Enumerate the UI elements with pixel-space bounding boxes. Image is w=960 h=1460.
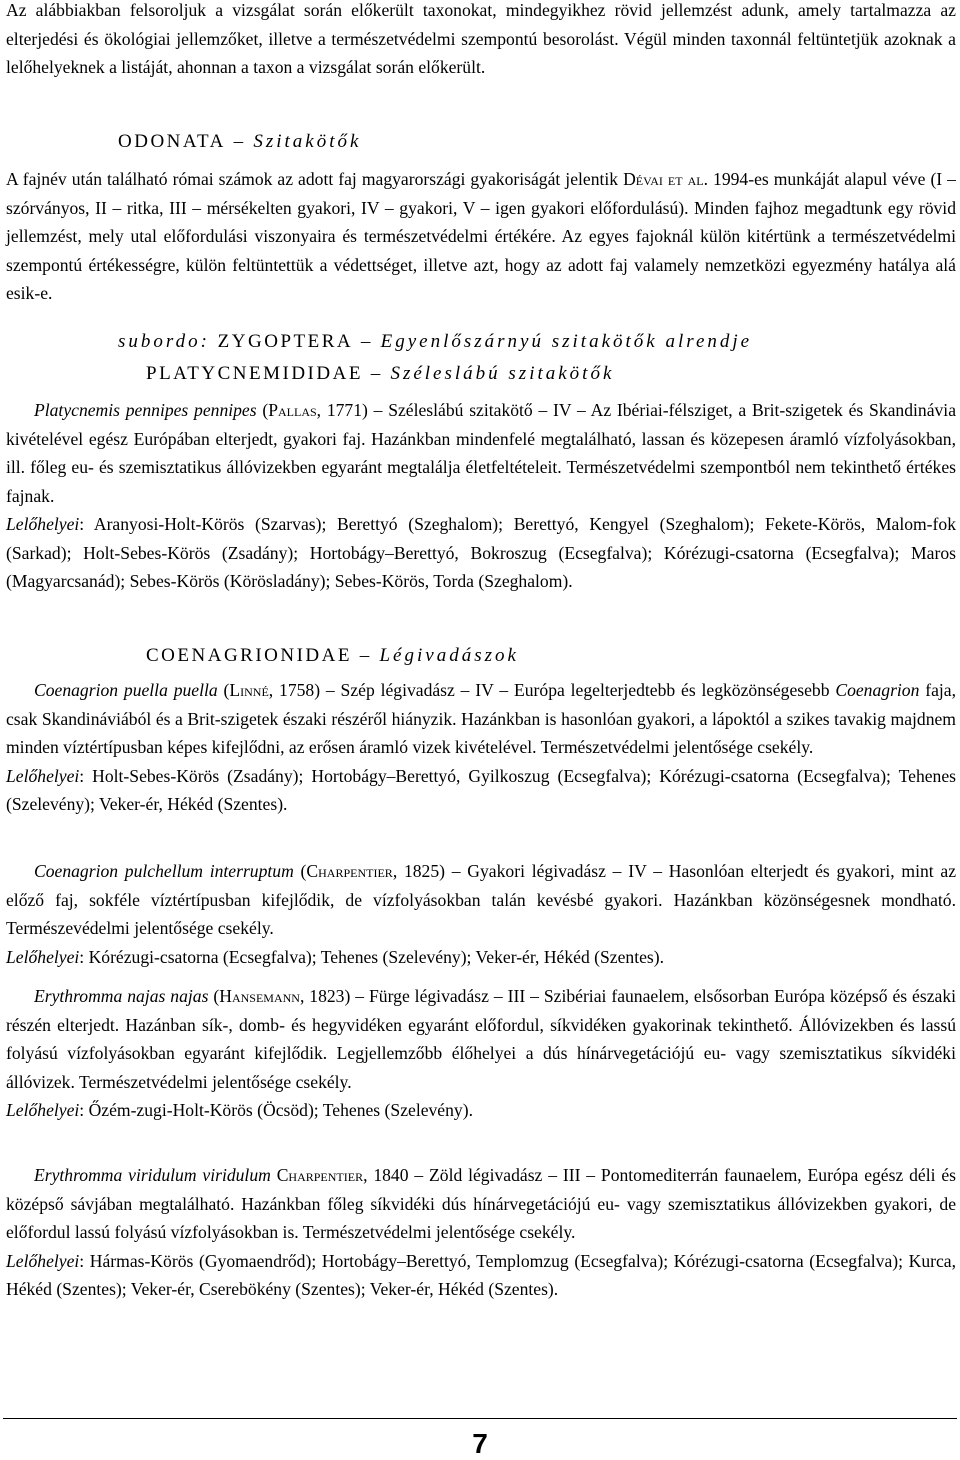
species-localities	[6, 510, 956, 596]
localities-text: : Kórézugi-csatorna (Ecsegfalva); Tehenes (Szelevény); Veker-ér, Hékéd (Szentes).	[79, 946, 664, 967]
odonata-desc-author: Dévai et al	[623, 169, 704, 189]
species-localities	[6, 943, 956, 972]
page-number: 7	[472, 1428, 488, 1459]
intro-paragraph	[6, 0, 956, 82]
platycnemididae-hu: Széleslábú szitakötők	[390, 363, 615, 384]
species-name: Coenagrion puella puella	[34, 680, 218, 700]
species-desc-part1: – Szép légivadász – IV – Európa legelterjedtebb és legközönségesebb	[320, 680, 836, 700]
species-ref-close: , 1840	[363, 1165, 409, 1185]
species-entry	[6, 1161, 956, 1304]
species-ref-close: , 1825)	[392, 861, 446, 881]
coenagrionidae-hu: Légivadászok	[379, 645, 519, 666]
species-description	[6, 396, 956, 510]
species-desc: – Gyakori légivadász – IV – Hasonlóan elterjedt és gyakori, mint az előző faj, sokféle víztértípusban kifejlődik, de vízfolyásokban talán kevésbé gyakori. Hazánkban közönségesnek mondható. Természevédelmi jelentősége csekély.	[6, 861, 957, 938]
species-description	[6, 1161, 956, 1247]
species-author: Charpentier	[276, 1165, 364, 1185]
coenagrionidae-dash: –	[359, 645, 372, 666]
species-name: Coenagrion pulchellum interruptum	[34, 861, 294, 881]
localities-label: Lelőhelyei	[6, 1250, 80, 1271]
localities-text: : Őzém-zugi-Holt-Körös (Öcsöd); Tehenes (Szelevény).	[79, 1100, 473, 1120]
species-desc-part2: faja, csak Skandináviából és a Brit-szigetek északi részéről hiányzik. Hazánkban is hasonlóan gyakori, a lápoktól a szikes tavakig majdnem minden víztértípusban képes kifejlődni, az erősen áramló vizek kivételével. Természetvédelmi jelentősége csekély.	[6, 680, 957, 757]
species-entry	[6, 982, 956, 1125]
subordo-caps: ZYGOPTERA	[217, 331, 354, 352]
odonata-heading	[118, 128, 918, 156]
species-ref-close: , 1771)	[316, 400, 368, 420]
localities-label: Lelőhelyei	[6, 1100, 80, 1120]
odonata-description	[6, 165, 956, 308]
localities-label: Lelőhelyei	[6, 946, 80, 967]
species-author: Linné	[229, 680, 269, 700]
species-localities	[6, 1247, 956, 1304]
localities-label: Lelőhelyei	[6, 765, 80, 786]
localities-label: Lelőhelyei	[6, 514, 80, 534]
species-desc: – Széleslábú szitakötő – IV – Az Ibériai-félsziget, a Brit-szigetek és Skandinávia kivételével egész Európában elterjedt, gyakori faj. Hazánkban mindenfelé megtalálható, lassan és közepesen áramló vízfolyásokban, ill. főleg eu- és szemisztatikus állóvizekben egyaránt megtalálja életfeltételeit. Természetvédelmi szempontból nem tekinthető értékes fajnak.	[6, 400, 957, 506]
species-entry	[6, 396, 956, 596]
species-author: Pallas	[268, 400, 317, 420]
footer-rule	[3, 1418, 957, 1419]
species-author: Hansemann	[219, 986, 300, 1006]
species-name: Erythromma viridulum viridulum	[34, 1165, 271, 1185]
species-name: Erythromma najas najas	[34, 986, 209, 1006]
species-localities	[6, 1096, 956, 1125]
odonata-title-hu: Szitakötők	[253, 131, 362, 152]
species-ref-open: (	[217, 680, 230, 700]
odonata-desc-part2: . 1994-es munkáját alapul véve (I – szórványos, II – ritka, III – mérsékelten gyakori, IV – gyakori, V – igen gyakori előfordulású). Minden fajhoz megadtunk egy rövid jellemzést, mely utal előfordulási viszonyaira és természetvédelmi értékére. Az egyes fajoknál külön kitértünk a természetvédelmi szempontú értékességre, külön feltüntettük a védettséget, illetve azt, hogy az adott faj valamely nemzetközi egyezmény hatálya alá esik-e.	[6, 169, 956, 303]
localities-text: : Holt-Sebes-Körös (Zsadány); Hortobágy–Berettyó, Gyilkoszug (Ecsegfalva); Kórézugi-csatorna (Ecsegfalva); Tehenes (Szelevény); Veker-ér, Hékéd (Szentes).	[6, 765, 956, 814]
subordo-hu: Egyenlőszárnyú szitakötők alrendje	[380, 331, 753, 352]
localities-text: : Aranyosi-Holt-Körös (Szarvas); Berettyó (Szeghalom); Berettyó, Kengyel (Szeghalom); Fekete-Körös, Malom-fok (Sarkad); Holt-Sebes-Körös (Zsadány); Hortobágy–Berettyó, Bokroszug (Ecsegfalva); Kórézugi-csatorna (Ecsegfalva); Maros (Magyarcsanád); Sebes-Körös (Körösladány); Sebes-Körös, Torda (Szeghalom).	[6, 514, 956, 591]
species-entry	[6, 676, 956, 819]
species-localities	[6, 762, 956, 819]
species-desc: – Fürge légivadász – III – Szibériai faunaelem, elsősorban Európa középső és északi részén elterjedt. Hazánban sík-, domb- és hegyvidéken egyaránt előfordul, síkvidéken gyakorinak tekinthető. Állóvizekben és lassú folyású vízfolyásokban egyaránt kifejlődik. Legjellemzőbb élőhelyei a dús hínárvegetációjú eu- vagy szemisztatikus síkvidéki állóvizek. Természetvédelmi jelentősége csekély.	[6, 986, 957, 1092]
platycnemididae-caps: PLATYCNEMIDIDAE	[146, 363, 363, 384]
subordo-dash: –	[360, 331, 373, 352]
species-desc: – Zöld légivadász – III – Pontomediterrán faunaelem, Európa egész déli és középső sávjában megtalálható. Hazánkban főleg síkvidéki dús hínárvegetációjú eu- vagy szemisztatikus állóvizekben gyakori, de előfordul lassú folyású vízfolyásokban is. Természetvédelmi jelentősége csekély.	[6, 1165, 956, 1242]
odonata-dash: –	[233, 131, 246, 152]
species-entry	[6, 857, 956, 971]
intro-text: Az alábbiakban felsoroljuk a vizsgálat során előkerült taxonokat, mindegyikhez rövid jellemzést adunk, amely tartalmazza az elterjedési és ökológiai jellemzőket, illetve a természetvédelmi szempontú besorolást. Végül minden taxonnál feltüntetjük azoknak a lelőhelyeknek a listáját, ahonnan a taxon a vizsgálat során előkerült.	[6, 0, 956, 77]
species-description	[6, 676, 956, 762]
species-ref-open: (	[293, 861, 307, 881]
coenagrionidae-caps: COENAGRIONIDAE	[146, 645, 352, 666]
species-desc-genus: Coenagrion	[835, 680, 920, 700]
species-name: Platycnemis pennipes pennipes	[34, 400, 257, 420]
coenagrionidae-heading	[146, 642, 946, 670]
odonata-desc-part1: A fajnév után található római számok az adott faj magyarországi gyakoriságát jelentik	[6, 169, 624, 189]
species-description	[6, 982, 956, 1096]
localities-text: : Hármas-Körös (Gyomaendrőd); Hortobágy–Berettyó, Templomzug (Ecsegfalva); Kórézugi-csatorna (Ecsegfalva); Kurca, Hékéd (Szentes); Veker-ér, Cserebökény (Szentes); Veker-ér, Hékéd (Szentes).	[6, 1250, 956, 1299]
odonata-title-caps: ODONATA	[118, 131, 226, 152]
subordo-heading	[118, 328, 918, 356]
species-author: Charpentier	[306, 861, 393, 881]
species-ref-open: (	[256, 400, 269, 420]
species-description	[6, 857, 956, 943]
platycnemididae-heading	[146, 360, 946, 388]
species-ref-close: , 1758)	[268, 680, 321, 700]
species-ref-close: , 1823)	[299, 986, 351, 1006]
platycnemididae-dash: –	[370, 363, 383, 384]
subordo-prefix: subordo:	[118, 331, 218, 352]
species-ref-open: (	[208, 986, 220, 1006]
